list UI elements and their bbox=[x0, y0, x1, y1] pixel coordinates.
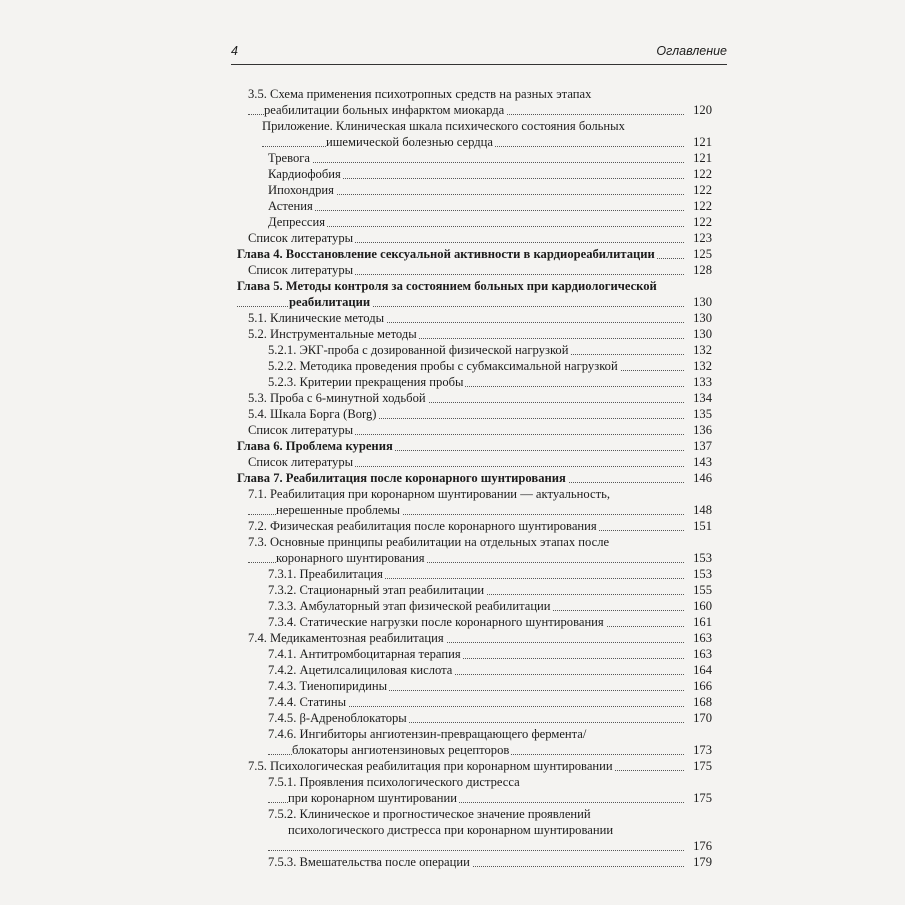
toc-entry bbox=[268, 646, 712, 662]
toc-entry-title: 7.3.2. Стационарный этап реабилитации bbox=[268, 583, 485, 597]
toc-entry bbox=[248, 630, 712, 646]
toc-entry-title: 7.2. Физическая реабилитация после коронарного шунтирования bbox=[248, 519, 597, 533]
toc-entry bbox=[268, 582, 712, 598]
leader-dots bbox=[268, 850, 684, 851]
toc-entry-title: 7.3.3. Амбулаторный этап физической реабилитации bbox=[268, 599, 551, 613]
toc-entry-title: Ипохондрия bbox=[268, 183, 334, 197]
toc-page-number: 120 bbox=[693, 103, 712, 117]
toc-page-number: 128 bbox=[693, 263, 712, 277]
toc-page-number: 176 bbox=[693, 839, 712, 853]
toc-entry bbox=[248, 534, 712, 566]
toc-page-number: 175 bbox=[693, 791, 712, 805]
toc-page-number: 130 bbox=[693, 311, 712, 325]
toc-entry bbox=[268, 662, 712, 678]
toc-page-number: 122 bbox=[693, 167, 712, 181]
toc-page-number: 132 bbox=[693, 359, 712, 373]
toc-entry-title: Глава 7. Реабилитация после коронарного шунтирования bbox=[237, 471, 566, 485]
toc-entry bbox=[268, 854, 712, 870]
toc-page-number: 134 bbox=[693, 391, 712, 405]
toc-entry bbox=[268, 774, 712, 806]
toc-page-number: 153 bbox=[693, 551, 712, 565]
toc-page-number: 173 bbox=[693, 743, 712, 757]
toc-entry bbox=[268, 214, 712, 230]
toc-page-number: 160 bbox=[693, 599, 712, 613]
toc-page-number: 136 bbox=[693, 423, 712, 437]
toc-entry-title: 7.1. Реабилитация при коронарном шунтировании — актуальность, bbox=[248, 487, 611, 501]
toc-entry bbox=[262, 118, 712, 150]
toc-entry-title: 7.5. Психологическая реабилитация при коронарном шунтировании bbox=[248, 759, 613, 773]
toc-entry bbox=[248, 86, 712, 118]
toc-page-number: 170 bbox=[693, 711, 712, 725]
toc-page-number: 137 bbox=[693, 439, 712, 453]
toc-entry bbox=[268, 726, 712, 758]
toc-page-number: 166 bbox=[693, 679, 712, 693]
toc-entry-title: Список литературы bbox=[248, 423, 354, 437]
toc-entry-title: 7.5.1. Проявления психологического дистресса bbox=[268, 775, 520, 789]
toc-page-number: 130 bbox=[693, 295, 712, 309]
toc-entry bbox=[248, 758, 712, 774]
toc-entry bbox=[268, 150, 712, 166]
toc-entry bbox=[268, 358, 712, 374]
toc-entry-title-continued: блокаторы ангиотензиновых рецепторов bbox=[292, 743, 510, 757]
toc-entry-title: 7.3.1. Преабилитация bbox=[268, 567, 383, 581]
toc-entry-title: Депрессия bbox=[268, 215, 325, 229]
toc-entry-title: 7.4.6. Ингибиторы ангиотензин-превращающего фермента/ bbox=[268, 727, 587, 741]
toc-page-number: 122 bbox=[693, 215, 712, 229]
toc-entry-title: 5.2. Инструментальные методы bbox=[248, 327, 417, 341]
toc-entry bbox=[237, 278, 712, 310]
toc-entry-title: 3.5. Схема применения психотропных средств на разных этапах bbox=[248, 87, 592, 101]
toc-entry bbox=[237, 470, 712, 486]
toc-entry bbox=[268, 166, 712, 182]
toc-page-number: 135 bbox=[693, 407, 712, 421]
toc-page-number: 132 bbox=[693, 343, 712, 357]
toc-entry-title: 7.4. Медикаментозная реабилитация bbox=[248, 631, 444, 645]
toc-entry-title: 5.2.3. Критерии прекращения пробы bbox=[268, 375, 464, 389]
toc-entry-title: 7.4.3. Тиенопиридины bbox=[268, 679, 388, 693]
toc-entry bbox=[248, 518, 712, 534]
leader-dots bbox=[268, 210, 684, 211]
toc-entry-title: 7.4.1. Антитромбоцитарная терапия bbox=[268, 647, 461, 661]
toc-page-number: 121 bbox=[693, 151, 712, 165]
toc-entry-title: Список литературы bbox=[248, 263, 354, 277]
toc-entry bbox=[268, 598, 712, 614]
toc-entry-title-continued: ишемической болезнью сердца bbox=[326, 135, 494, 149]
toc-page-number: 148 bbox=[693, 503, 712, 517]
toc-page-number: 168 bbox=[693, 695, 712, 709]
toc-page-number: 133 bbox=[693, 375, 712, 389]
toc-page-number: 130 bbox=[693, 327, 712, 341]
toc-page-number: 155 bbox=[693, 583, 712, 597]
toc-page-number: 121 bbox=[693, 135, 712, 149]
toc-page-number: 175 bbox=[693, 759, 712, 773]
toc-entry-title: 5.3. Проба с 6-минутной ходьбой bbox=[248, 391, 426, 405]
toc-entry bbox=[268, 342, 712, 358]
toc-entry-title: 7.4.5. β-Адреноблокаторы bbox=[268, 711, 407, 725]
toc-page-number: 161 bbox=[693, 615, 712, 629]
toc-entry bbox=[248, 390, 712, 406]
header-rule bbox=[231, 64, 727, 65]
toc-entry-title: 5.1. Клинические методы bbox=[248, 311, 385, 325]
toc-entry-title-continued: коронарного шунтирования bbox=[276, 551, 425, 565]
toc-entry-title: 5.2.1. ЭКГ-проба с дозированной физической нагрузкой bbox=[268, 343, 569, 357]
toc-entry bbox=[248, 326, 712, 342]
toc-entry-title: Приложение. Клиническая шкала психического состояния больных bbox=[262, 119, 625, 133]
toc-entry bbox=[268, 694, 712, 710]
toc-entry bbox=[268, 374, 712, 390]
toc-entry-title: 5.2.2. Методика проведения пробы с субмаксимальной нагрузкой bbox=[268, 359, 618, 373]
running-header bbox=[231, 44, 727, 62]
toc-entry-title: 5.4. Шкала Борга (Borg) bbox=[248, 407, 377, 421]
toc-entry bbox=[268, 182, 712, 198]
toc-page-number: 153 bbox=[693, 567, 712, 581]
toc-entry-title-continued: при коронарном шунтировании bbox=[288, 791, 457, 805]
toc-entry-title: 7.4.4. Статины bbox=[268, 695, 347, 709]
toc-page-number: 125 bbox=[693, 247, 712, 261]
toc-entry bbox=[268, 566, 712, 582]
toc-entry bbox=[248, 454, 712, 470]
toc-entry bbox=[237, 246, 712, 262]
toc-page-number: 151 bbox=[693, 519, 712, 533]
toc-entry bbox=[268, 614, 712, 630]
toc-entry bbox=[248, 230, 712, 246]
toc-entry bbox=[248, 422, 712, 438]
toc-entry-title-continued: реабилитации bbox=[289, 295, 371, 309]
toc-entry-title: 7.4.2. Ацетилсалициловая кислота bbox=[268, 663, 453, 677]
toc-entry-title-continued: реабилитации больных инфарктом миокарда bbox=[264, 103, 505, 117]
leader-dots bbox=[268, 162, 684, 163]
leader-dots bbox=[268, 226, 684, 227]
toc-entry bbox=[237, 438, 712, 454]
toc-page-number: 179 bbox=[693, 855, 712, 869]
toc-entry-title: Список литературы bbox=[248, 455, 354, 469]
toc-page-number: 146 bbox=[693, 471, 712, 485]
toc-entry bbox=[248, 310, 712, 326]
toc-entry-title: 7.3. Основные принципы реабилитации на отдельных этапах после bbox=[248, 535, 610, 549]
toc-page-number: 122 bbox=[693, 199, 712, 213]
toc-entry bbox=[248, 262, 712, 278]
toc-entry bbox=[268, 198, 712, 214]
toc-entry-title: Список литературы bbox=[248, 231, 354, 245]
toc-entry bbox=[248, 406, 712, 422]
toc-page-number: 164 bbox=[693, 663, 712, 677]
toc-entry-title: 7.5.2. Клиническое и прогностическое значение проявлений bbox=[268, 807, 591, 821]
toc-entry-title-continued: нерешенные проблемы bbox=[276, 503, 400, 517]
toc-entry-title: Глава 6. Проблема курения bbox=[237, 439, 393, 453]
header-title: Оглавление bbox=[656, 44, 727, 58]
page-number: 4 bbox=[231, 44, 238, 58]
toc-entry bbox=[248, 486, 712, 518]
toc-entry-title: Кардиофобия bbox=[268, 167, 341, 181]
toc-page-number: 123 bbox=[693, 231, 712, 245]
toc-entry-title: Астения bbox=[268, 199, 313, 213]
toc-page-number: 122 bbox=[693, 183, 712, 197]
toc-page-number: 143 bbox=[693, 455, 712, 469]
toc-entry bbox=[268, 678, 712, 694]
toc-entry bbox=[268, 710, 712, 726]
toc-entry-title: Глава 5. Методы контроля за состоянием больных при кардиологической bbox=[237, 279, 657, 293]
toc-entry-title: Глава 4. Восстановление сексуальной активности в кардиореабилитации bbox=[237, 247, 655, 261]
toc-entry bbox=[268, 806, 712, 854]
toc-entry-title: 7.5.3. Вмешательства после операции bbox=[268, 855, 470, 869]
toc-entry-title: 7.3.4. Статические нагрузки после коронарного шунтирования bbox=[268, 615, 604, 629]
toc-page-number: 163 bbox=[693, 631, 712, 645]
toc-entry-title-continued: психологического дистресса при коронарном шунтировании bbox=[288, 823, 614, 837]
toc-page-number: 163 bbox=[693, 647, 712, 661]
toc-entry-title: Тревога bbox=[268, 151, 311, 165]
